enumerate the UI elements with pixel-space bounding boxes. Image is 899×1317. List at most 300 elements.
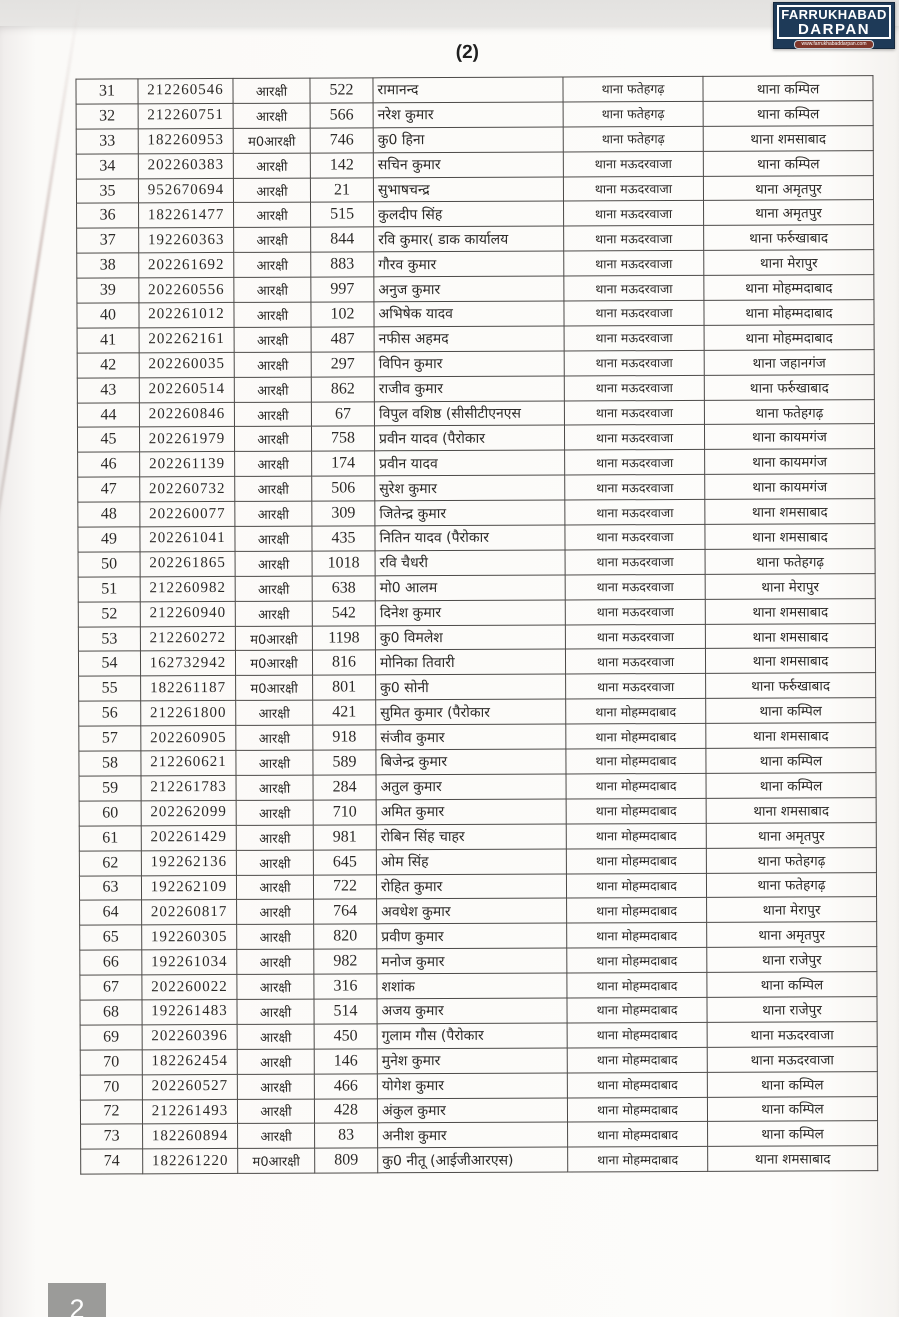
- table-row: [80, 1071, 877, 1099]
- cell-badge_no: 883: [311, 252, 374, 277]
- cell-pno: 182260953: [138, 128, 233, 153]
- cell-rank: आरक्षी: [237, 1074, 314, 1099]
- table-row: [80, 972, 877, 1000]
- cell-pno: 182261477: [139, 203, 234, 228]
- cell-serial: 58: [79, 751, 141, 776]
- cell-thana_to: थाना फर्रुखाबाद: [704, 374, 874, 400]
- cell-serial: 57: [79, 726, 141, 751]
- cell-rank: आरक्षी: [235, 501, 312, 526]
- cell-serial: 55: [79, 676, 141, 701]
- table-row: [78, 499, 875, 527]
- cell-rank: आरक्षी: [235, 551, 312, 576]
- cell-badge_no: 638: [312, 576, 375, 601]
- cell-thana_from: थाना मऊदरवाजा: [564, 201, 704, 227]
- cell-pno: 192260305: [142, 925, 237, 950]
- cell-pno: 202261041: [140, 526, 235, 551]
- table-row: [76, 76, 873, 104]
- cell-pno: 202261865: [140, 551, 235, 576]
- cell-name: योगेश कुमार: [377, 1073, 567, 1099]
- cell-pno: 202261979: [139, 427, 234, 452]
- cell-thana_from: थाना मोहम्मदाबाद: [567, 898, 707, 924]
- cell-serial: 64: [80, 900, 142, 925]
- table-row: [77, 250, 874, 278]
- cell-thana_from: थाना मऊदरवाजा: [564, 226, 704, 252]
- cell-thana_from: थाना मऊदरवाजा: [565, 475, 705, 501]
- table-row: [81, 1121, 878, 1149]
- cell-name: अतुल कुमार: [376, 774, 566, 800]
- table-row: [76, 101, 873, 129]
- cell-rank: आरक्षी: [235, 576, 312, 601]
- cell-thana_to: थाना मऊदरवाजा: [707, 1046, 877, 1072]
- cell-thana_from: थाना मोहम्मदाबाद: [567, 923, 707, 949]
- cell-rank: आरक्षी: [237, 999, 314, 1024]
- cell-thana_from: थाना मोहम्मदाबाद: [566, 873, 706, 899]
- cell-thana_to: थाना फतेहगढ़: [704, 399, 874, 425]
- table-row: [79, 822, 876, 850]
- cell-thana_from: थाना मऊदरवाजा: [565, 524, 705, 550]
- table-row: [79, 748, 876, 776]
- cell-badge_no: 758: [311, 426, 374, 451]
- cell-thana_from: थाना मोहम्मदाबाद: [567, 948, 707, 974]
- cell-badge_no: 515: [311, 202, 374, 227]
- cell-thana_to: थाना शमसाबाद: [705, 623, 875, 649]
- cell-rank: आरक्षी: [234, 277, 311, 302]
- table-row: [79, 673, 876, 701]
- cell-serial: 48: [78, 502, 140, 527]
- cell-thana_to: थाना मोहम्मदाबाद: [704, 275, 874, 301]
- cell-rank: आरक्षी: [234, 427, 311, 452]
- page-number-bottom-badge: 2: [48, 1283, 106, 1317]
- cell-thana_to: थाना अमृतपुर: [704, 200, 874, 226]
- cell-serial: 54: [78, 651, 140, 676]
- cell-name: संजीव कुमार: [376, 724, 566, 750]
- table-row: [77, 225, 874, 253]
- cell-serial: 46: [78, 452, 140, 477]
- cell-pno: 182261220: [143, 1149, 238, 1174]
- cell-rank: आरक्षी: [233, 178, 310, 203]
- cell-thana_from: थाना मऊदरवाजा: [565, 624, 705, 650]
- cell-name: प्रवीन यादव (पैरोकार: [374, 425, 564, 451]
- cell-badge_no: 764: [314, 899, 377, 924]
- cell-badge_no: 466: [314, 1073, 377, 1098]
- cell-rank: आरक्षी: [235, 601, 312, 626]
- cell-thana_to: थाना मऊदरवाजा: [707, 1021, 877, 1047]
- cell-rank: आरक्षी: [236, 800, 313, 825]
- cell-thana_to: थाना कायमगंज: [704, 424, 874, 450]
- cell-pno: 212260940: [140, 601, 235, 626]
- cell-badge_no: 918: [313, 725, 376, 750]
- cell-serial: 35: [76, 178, 138, 203]
- cell-pno: 202262161: [139, 327, 234, 352]
- cell-serial: 31: [76, 79, 138, 104]
- table-row: [76, 150, 873, 178]
- cell-thana_from: थाना मऊदरवाजा: [564, 400, 704, 426]
- cell-thana_from: थाना मऊदरवाजा: [564, 350, 704, 376]
- cell-pno: 182262454: [142, 1049, 237, 1074]
- cell-badge_no: 514: [314, 999, 377, 1024]
- cell-thana_from: थाना मऊदरवाजा: [564, 325, 704, 351]
- cell-badge_no: 146: [314, 1049, 377, 1074]
- cell-badge_no: 284: [313, 775, 376, 800]
- cell-name: बिजेन्द्र कुमार: [376, 749, 566, 775]
- cell-name: नरेश कुमार: [373, 102, 563, 128]
- cell-serial: 74: [81, 1149, 143, 1174]
- table-row: [80, 1096, 877, 1124]
- cell-serial: 70: [80, 1050, 142, 1075]
- roster-table-body: [76, 76, 878, 1175]
- cell-thana_from: थाना मऊदरवाजा: [565, 574, 705, 600]
- cell-rank: आरक्षी: [234, 377, 311, 402]
- cell-pno: 202260396: [142, 1024, 237, 1049]
- cell-serial: 33: [76, 129, 138, 154]
- cell-thana_to: थाना मेरापुर: [705, 573, 875, 599]
- table-row: [79, 698, 876, 726]
- cell-badge_no: 487: [311, 327, 374, 352]
- cell-pno: 162732942: [140, 651, 235, 676]
- table-row: [79, 723, 876, 751]
- table-row: [78, 573, 875, 601]
- cell-rank: आरक्षी: [236, 775, 313, 800]
- cell-thana_to: थाना कम्पिल: [706, 698, 876, 724]
- cell-badge_no: 566: [310, 103, 373, 128]
- cell-thana_to: थाना कम्पिल: [708, 1121, 878, 1147]
- cell-badge_no: 645: [313, 849, 376, 874]
- cell-thana_from: थाना मोहम्मदाबाद: [567, 1097, 707, 1123]
- cell-rank: आरक्षी: [234, 203, 311, 228]
- cell-thana_to: थाना कम्पिल: [703, 101, 873, 127]
- cell-rank: म0आरक्षी: [238, 1148, 315, 1173]
- cell-rank: आरक्षी: [234, 302, 311, 327]
- cell-rank: आरक्षी: [233, 153, 310, 178]
- cell-badge_no: 997: [311, 277, 374, 302]
- cell-thana_to: थाना मेरापुर: [704, 250, 874, 276]
- cell-serial: 61: [79, 826, 141, 851]
- cell-thana_to: थाना राजेपुर: [707, 997, 877, 1023]
- cell-serial: 37: [77, 228, 139, 253]
- cell-serial: 44: [77, 402, 139, 427]
- cell-serial: 68: [80, 1000, 142, 1025]
- table-row: [80, 997, 877, 1025]
- cell-badge_no: 801: [313, 675, 376, 700]
- cell-serial: 40: [77, 303, 139, 328]
- table-row: [77, 275, 874, 303]
- cell-thana_to: थाना शमसाबाद: [705, 499, 875, 525]
- cell-rank: आरक्षी: [234, 352, 311, 377]
- cell-thana_from: थाना मऊदरवाजा: [563, 151, 703, 177]
- cell-pno: 192260363: [139, 228, 234, 253]
- cell-thana_from: थाना मऊदरवाजा: [566, 674, 706, 700]
- cell-name: रोबिन सिंह चाहर: [376, 824, 566, 850]
- cell-rank: आरक्षी: [233, 78, 310, 103]
- cell-pno: 182260894: [143, 1124, 238, 1149]
- cell-pno: 202260383: [138, 153, 233, 178]
- cell-badge_no: 428: [314, 1098, 377, 1123]
- table-row: [77, 424, 874, 452]
- cell-pno: 212260546: [138, 78, 233, 103]
- cell-pno: 202260556: [139, 278, 234, 303]
- cell-thana_to: थाना अमृतपुर: [706, 822, 876, 848]
- cell-name: विपिन कुमार: [374, 351, 564, 377]
- cell-serial: 59: [79, 776, 141, 801]
- cell-rank: आरक्षी: [233, 103, 310, 128]
- cell-thana_to: थाना राजेपुर: [707, 947, 877, 973]
- cell-badge_no: 450: [314, 1024, 377, 1049]
- table-row: [80, 922, 877, 950]
- table-row: [78, 549, 875, 577]
- cell-rank: आरक्षी: [236, 700, 313, 725]
- cell-thana_from: थाना मऊदरवाजा: [564, 300, 704, 326]
- cell-serial: 65: [80, 925, 142, 950]
- cell-name: रोहित कुमार: [376, 873, 566, 899]
- personnel-transfer-table: [75, 75, 878, 1175]
- cell-thana_to: थाना शमसाबाद: [706, 797, 876, 823]
- cell-pno: 202260527: [142, 1074, 237, 1099]
- cell-thana_to: थाना शमसाबाद: [703, 125, 873, 151]
- cell-serial: 69: [80, 1025, 142, 1050]
- cell-rank: म0आरक्षी: [236, 675, 313, 700]
- cell-pno: 202260077: [140, 502, 235, 527]
- cell-thana_from: थाना मऊदरवाजा: [563, 176, 703, 202]
- cell-serial: 47: [78, 477, 140, 502]
- cell-badge_no: 21: [310, 177, 373, 202]
- cell-pno: 182261187: [141, 676, 236, 701]
- cell-serial: 73: [81, 1124, 143, 1149]
- cell-thana_from: थाना मोहम्मदाबाद: [567, 997, 707, 1023]
- cell-pno: 212261800: [141, 701, 236, 726]
- logo-frame: [777, 5, 891, 39]
- cell-name: विपुल वशिष्ठ (सीसीटीएनएस: [374, 401, 564, 427]
- logo-text-line2: DARPAN: [797, 21, 871, 38]
- cell-name: सुमित कुमार (पैरोकार: [376, 699, 566, 725]
- cell-serial: 45: [77, 427, 139, 452]
- cell-name: कु0 हिना: [373, 127, 563, 153]
- cell-name: कुलदीप सिंह: [374, 201, 564, 227]
- cell-rank: आरक्षी: [236, 850, 313, 875]
- cell-thana_from: थाना मऊदरवाजा: [565, 649, 705, 675]
- cell-name: कु0 सोनी: [376, 674, 566, 700]
- cell-name: नफीस अहमद: [374, 326, 564, 352]
- cell-badge_no: 67: [311, 401, 374, 426]
- cell-badge_no: 746: [310, 128, 373, 153]
- cell-rank: आरक्षी: [236, 725, 313, 750]
- cell-thana_to: थाना कम्पिल: [707, 1096, 877, 1122]
- cell-badge_no: 722: [313, 874, 376, 899]
- cell-pno: 202260846: [139, 402, 234, 427]
- cell-serial: 38: [77, 253, 139, 278]
- cell-name: अनीश कुमार: [378, 1122, 568, 1148]
- cell-pno: 202260514: [139, 377, 234, 402]
- cell-rank: आरक्षी: [237, 1024, 314, 1049]
- cell-rank: आरक्षी: [237, 1049, 314, 1074]
- cell-serial: 70: [80, 1074, 142, 1099]
- cell-name: मोनिका तिवारी: [375, 649, 565, 675]
- cell-name: प्रवीण कुमार: [377, 923, 567, 949]
- table-row: [78, 648, 875, 676]
- cell-thana_to: थाना फतेहगढ़: [706, 872, 876, 898]
- table-row: [78, 598, 875, 626]
- cell-pno: 192261483: [142, 999, 237, 1024]
- cell-rank: आरक्षी: [234, 227, 311, 252]
- table-row: [77, 300, 874, 328]
- cell-thana_to: थाना कम्पिल: [703, 76, 873, 102]
- table-row: [77, 200, 874, 228]
- cell-thana_from: थाना मोहम्मदाबाद: [566, 798, 706, 824]
- cell-rank: आरक्षी: [235, 451, 312, 476]
- cell-badge_no: 1198: [312, 625, 375, 650]
- cell-thana_from: थाना मोहम्मदाबाद: [567, 1047, 707, 1073]
- cell-serial: 34: [76, 154, 138, 179]
- cell-thana_from: थाना मोहम्मदाबाद: [567, 972, 707, 998]
- cell-pno: 192262136: [141, 850, 236, 875]
- cell-name: मो0 आलम: [375, 575, 565, 601]
- cell-name: शशांक: [377, 973, 567, 999]
- cell-thana_from: थाना मऊदरवाजा: [565, 500, 705, 526]
- cell-badge_no: 309: [312, 501, 375, 526]
- logo-website-url: www.farrukhabaddarpan.com: [794, 40, 873, 49]
- cell-thana_to: थाना शमसाबाद: [706, 723, 876, 749]
- cell-thana_from: थाना मऊदरवाजा: [564, 276, 704, 302]
- cell-pno: 202261139: [140, 452, 235, 477]
- cell-thana_to: थाना शमसाबाद: [705, 648, 875, 674]
- cell-pno: 212260751: [138, 103, 233, 128]
- cell-thana_from: थाना मोहम्मदाबाद: [568, 1122, 708, 1148]
- cell-rank: आरक्षी: [236, 875, 313, 900]
- cell-name: रवि चैधरी: [375, 550, 565, 576]
- cell-badge_no: 809: [315, 1148, 378, 1173]
- cell-rank: आरक्षी: [238, 1123, 315, 1148]
- cell-thana_from: थाना मोहम्मदाबाद: [567, 1022, 707, 1048]
- cell-thana_from: थाना मोहम्मदाबाद: [568, 1147, 708, 1173]
- cell-thana_from: थाना मऊदरवाजा: [565, 549, 705, 575]
- table-row: [76, 125, 873, 153]
- table-row: [79, 773, 876, 801]
- cell-name: नितिन यादव (पैरोकार: [375, 525, 565, 551]
- cell-serial: 41: [77, 328, 139, 353]
- cell-thana_to: थाना कम्पिल: [703, 150, 873, 176]
- cell-serial: 50: [78, 552, 140, 577]
- cell-name: अजय कुमार: [377, 998, 567, 1024]
- cell-pno: 212260621: [141, 750, 236, 775]
- cell-serial: 51: [78, 577, 140, 602]
- cell-name: अंकुल कुमार: [377, 1098, 567, 1124]
- cell-name: प्रवीन यादव: [375, 450, 565, 476]
- cell-rank: आरक्षी: [237, 1099, 314, 1124]
- cell-thana_to: थाना मोहम्मदाबाद: [704, 325, 874, 351]
- cell-thana_from: थाना मोहम्मदाबाद: [566, 848, 706, 874]
- cell-rank: आरक्षी: [234, 252, 311, 277]
- cell-thana_from: थाना मोहम्मदाबाद: [566, 699, 706, 725]
- cell-badge_no: 142: [310, 152, 373, 177]
- cell-serial: 49: [78, 527, 140, 552]
- cell-thana_to: थाना अमृतपुर: [707, 922, 877, 948]
- cell-thana_to: थाना कम्पिल: [706, 748, 876, 774]
- cell-name: दिनेश कुमार: [375, 600, 565, 626]
- cell-rank: आरक्षी: [235, 476, 312, 501]
- cell-pno: 202260022: [142, 974, 237, 999]
- cell-pno: 202261012: [139, 302, 234, 327]
- cell-thana_to: थाना कायमगंज: [705, 474, 875, 500]
- cell-badge_no: 174: [312, 451, 375, 476]
- cell-name: रामानन्द: [373, 77, 563, 103]
- table-row: [80, 1021, 877, 1049]
- table-row: [79, 872, 876, 900]
- table-row: [78, 449, 875, 477]
- cell-thana_to: थाना शमसाबाद: [705, 598, 875, 624]
- cell-thana_from: थाना फतेहगढ़: [563, 101, 703, 127]
- page-number-top: (2): [455, 41, 480, 63]
- cell-name: गौरव कुमार: [374, 251, 564, 277]
- cell-pno: 212261783: [141, 775, 236, 800]
- table-row: [77, 374, 874, 402]
- cell-thana_to: थाना कम्पिल: [706, 773, 876, 799]
- cell-name: सचिन कुमार: [373, 152, 563, 178]
- cell-rank: आरक्षी: [237, 899, 314, 924]
- cell-rank: आरक्षी: [235, 526, 312, 551]
- cell-thana_from: थाना मऊदरवाजा: [564, 425, 704, 451]
- cell-thana_to: थाना शमसाबाद: [705, 524, 875, 550]
- cell-name: रवि कुमार( डाक कार्यालय: [374, 226, 564, 252]
- cell-pno: 202260035: [139, 352, 234, 377]
- cell-rank: म0आरक्षी: [233, 128, 310, 153]
- cell-rank: आरक्षी: [234, 327, 311, 352]
- cell-thana_to: थाना फतेहगढ़: [705, 549, 875, 575]
- cell-serial: 62: [79, 850, 141, 875]
- cell-serial: 63: [79, 875, 141, 900]
- cell-badge_no: 316: [314, 974, 377, 999]
- cell-rank: आरक्षी: [236, 825, 313, 850]
- table-row: [76, 175, 873, 203]
- cell-badge_no: 506: [312, 476, 375, 501]
- cell-thana_to: थाना मेरापुर: [707, 897, 877, 923]
- cell-badge_no: 981: [313, 825, 376, 850]
- farrukhabad-darpan-watermark-logo: [773, 2, 895, 49]
- cell-serial: 32: [76, 104, 138, 129]
- cell-serial: 56: [79, 701, 141, 726]
- cell-name: राजीव कुमार: [374, 376, 564, 402]
- cell-badge_no: 435: [312, 526, 375, 551]
- cell-thana_to: थाना कम्पिल: [707, 972, 877, 998]
- cell-pno: 192261034: [142, 950, 237, 975]
- cell-badge_no: 589: [313, 750, 376, 775]
- cell-serial: 39: [77, 278, 139, 303]
- cell-name: अभिषेक यादव: [374, 301, 564, 327]
- cell-rank: आरक्षी: [236, 750, 313, 775]
- cell-pno: 192262109: [141, 875, 236, 900]
- cell-serial: 52: [78, 602, 140, 627]
- cell-name: सुभाषचन्द्र: [373, 177, 563, 203]
- cell-badge_no: 710: [313, 800, 376, 825]
- cell-thana_from: थाना फतेहगढ़: [563, 76, 703, 102]
- cell-pno: 212260982: [140, 576, 235, 601]
- cell-serial: 67: [80, 975, 142, 1000]
- cell-name: जितेन्द्र कुमार: [375, 500, 565, 526]
- cell-name: अनुज कुमार: [374, 276, 564, 302]
- table-row: [77, 349, 874, 377]
- cell-thana_to: थाना फतेहगढ़: [706, 847, 876, 873]
- cell-serial: 42: [77, 353, 139, 378]
- cell-badge_no: 522: [310, 78, 373, 103]
- cell-pno: 212261493: [142, 1099, 237, 1124]
- cell-pno: 202260817: [142, 900, 237, 925]
- table-row: [79, 797, 876, 825]
- table-row: [78, 623, 875, 651]
- cell-thana_to: थाना फर्रुखाबाद: [704, 225, 874, 251]
- table-row: [80, 897, 877, 925]
- cell-name: मनोज कुमार: [377, 948, 567, 974]
- cell-thana_to: थाना मोहम्मदाबाद: [704, 300, 874, 326]
- cell-thana_to: थाना जहानगंज: [704, 349, 874, 375]
- cell-serial: 66: [80, 950, 142, 975]
